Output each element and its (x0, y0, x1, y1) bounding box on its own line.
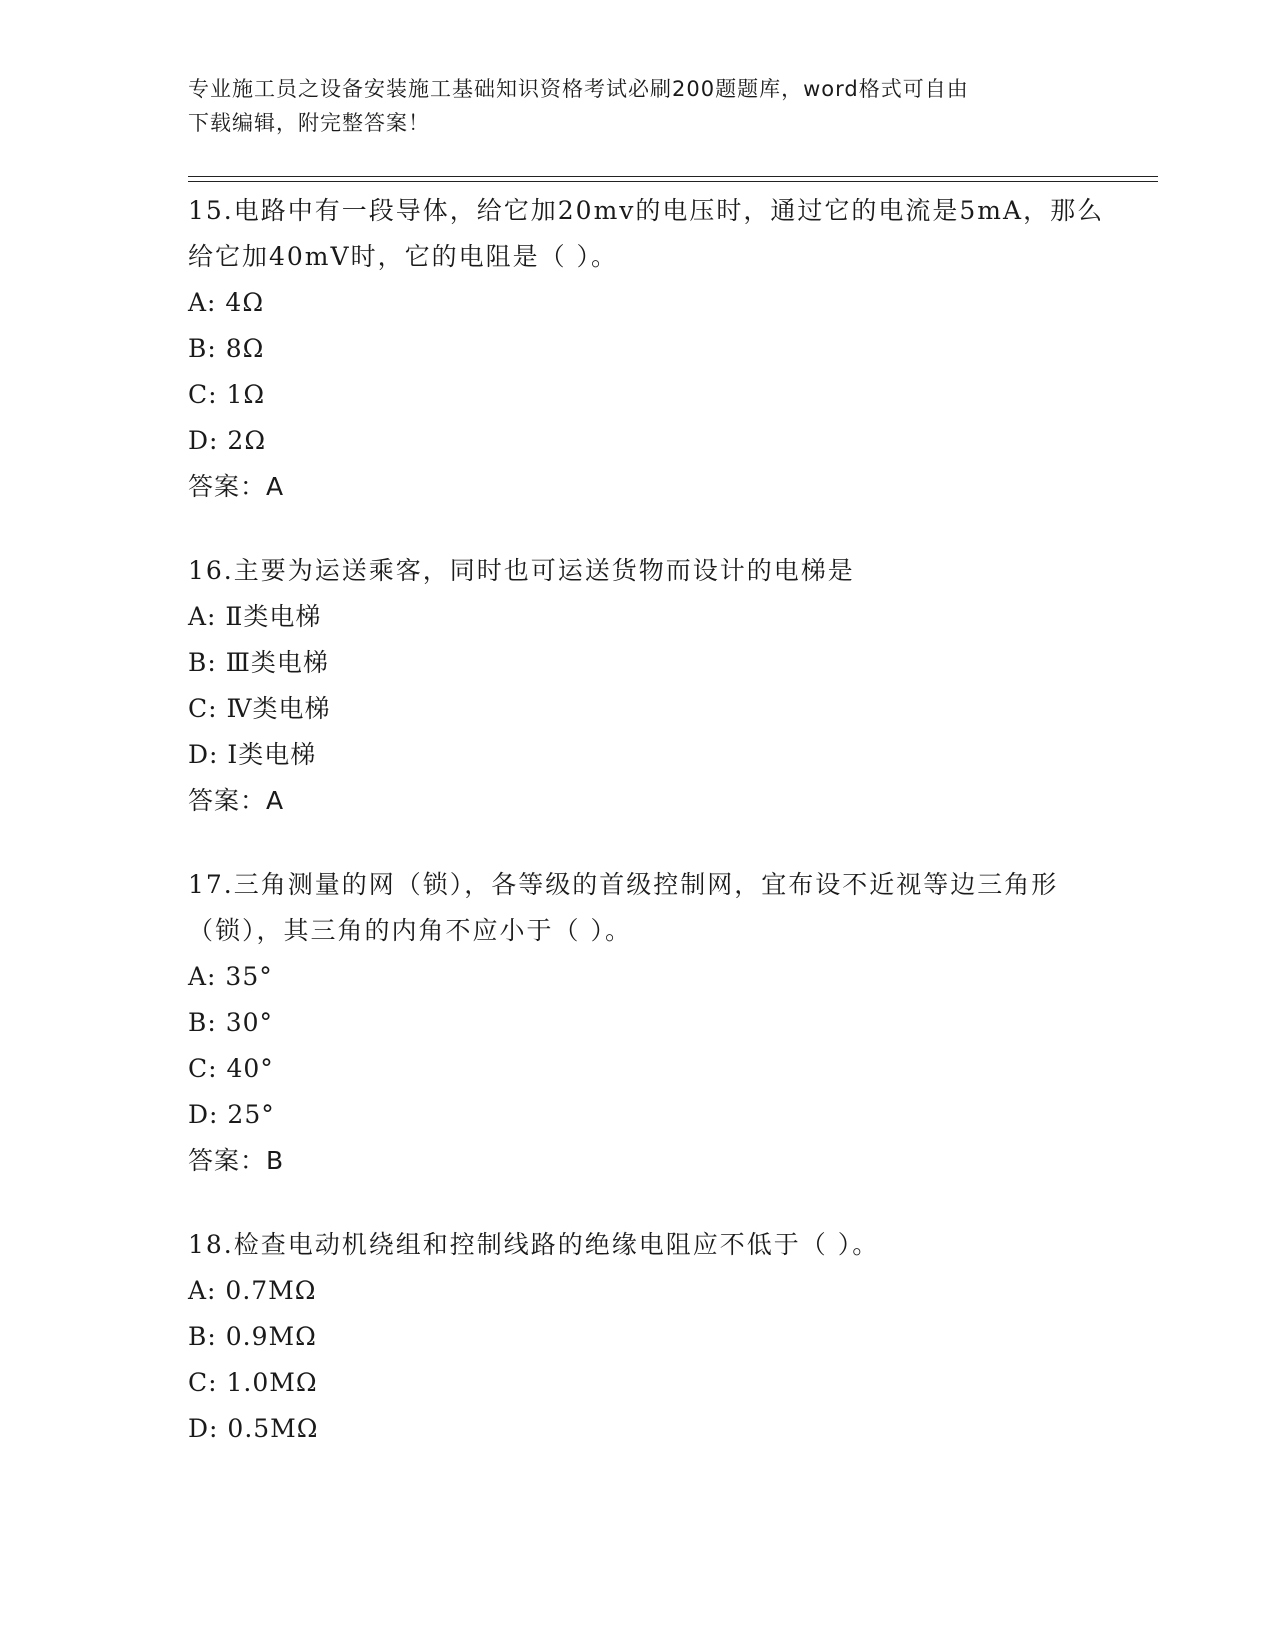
answer-line: 答案：A (188, 786, 285, 815)
option-a: A: 0.7MΩ (188, 1276, 317, 1305)
option-c: C: 1Ω (188, 380, 266, 409)
question-list (188, 188, 1108, 1490)
question-text: 15.电路中有一段导体，给它加20mv的电压时，通过它的电流是5mA，那么给它加40mV时，它的电阻是（ ）。 (188, 196, 1105, 271)
header-divider-bottom (188, 181, 1158, 182)
question-text: 18.检查电动机绕组和控制线路的绝缘电阻应不低于（ ）。 (188, 1230, 880, 1259)
answer-line: 答案：B (188, 1146, 285, 1175)
option-d: D: Ⅰ类电梯 (188, 740, 317, 769)
option-b: B: 0.9MΩ (188, 1322, 317, 1351)
option-b: B: Ⅲ类电梯 (188, 648, 329, 677)
question-15 (188, 188, 1108, 510)
option-a: A: 4Ω (188, 288, 265, 317)
option-b: B: 8Ω (188, 334, 265, 363)
question-17 (188, 862, 1108, 1184)
question-text: 17.三角测量的网（锁），各等级的首级控制网，宜布设不近视等边三角形（锁），其三角的内角不应小于（ ）。 (188, 870, 1059, 945)
option-a: A: 35° (188, 962, 273, 991)
option-d: D: 25° (188, 1100, 275, 1129)
answer-line: 答案：A (188, 472, 285, 501)
question-18 (188, 1222, 1108, 1452)
question-16 (188, 548, 1108, 824)
option-d: D: 2Ω (188, 426, 267, 455)
header-title-line-2: 下载编辑，附完整答案！ (188, 111, 430, 135)
option-a: A: Ⅱ类电梯 (188, 602, 322, 631)
option-d: D: 0.5MΩ (188, 1414, 319, 1443)
option-c: C: 1.0MΩ (188, 1368, 318, 1397)
header-divider-top (188, 176, 1158, 177)
option-c: C: Ⅳ类电梯 (188, 694, 331, 723)
option-c: C: 40° (188, 1054, 274, 1083)
option-b: B: 30° (188, 1008, 274, 1037)
header-title-line-1: 专业施工员之设备安装施工基础知识资格考试必刷200题题库，word格式可自由 (188, 77, 969, 101)
question-text: 16.主要为运送乘客，同时也可运送货物而设计的电梯是 (188, 556, 855, 585)
document-header (188, 72, 1088, 140)
